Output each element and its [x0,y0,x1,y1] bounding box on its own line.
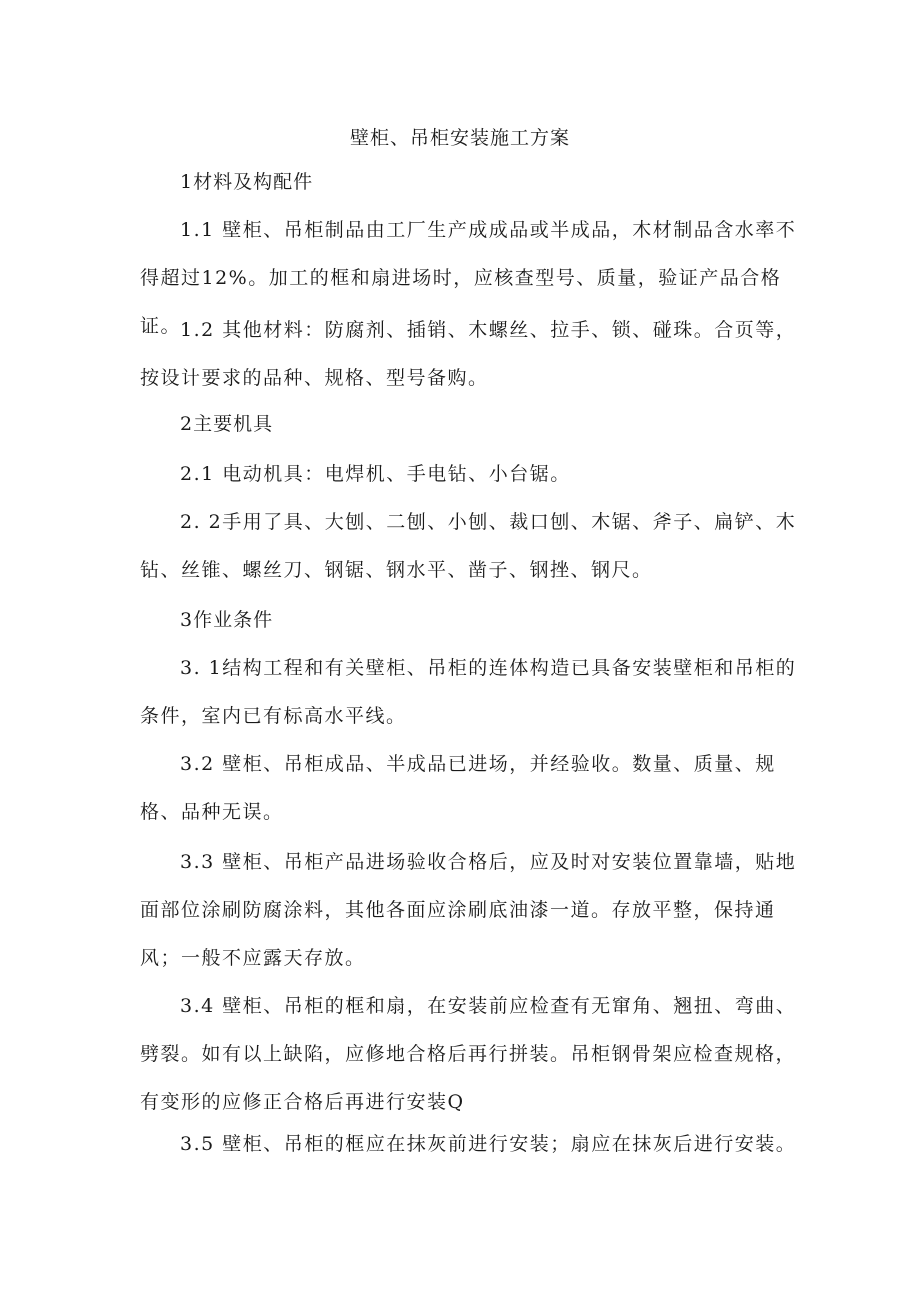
paragraph: 3.2 壁柜、吊柜成品、半成品已进场，并经验收。数量、质量、规格、品种无误。 [140,753,776,823]
section-heading: 2主要机具 [180,413,274,435]
paragraph: 1.2 其他材料：防腐剂、插销、木螺丝、拉手、锁、碰珠。合页等，按设计要求的品种、规格、型号备购。 [140,319,797,389]
paragraph: 1.1 壁柜、吊柜制品由工厂生产成成品或半成品，木材制品含水率不得超过12%。加工的框和扇进场时，应核查型号、质量，验证产品合格证。 [140,219,797,337]
document-title: 壁柜、吊柜安装施工方案 [349,127,570,149]
paragraph: 2.1 电动机具：电焊机、手电钻、小台锯。 [180,463,571,485]
paragraph: 3. 1结构工程和有关壁柜、吊柜的连体构造已具备安装壁柜和吊柜的条件，室内已有标高水平线。 [140,657,797,727]
paragraph: 3.4 壁柜、吊柜的框和扇，在安装前应检查有无窜角、翘扭、弯曲、劈裂。如有以上缺陷，应修地合格后再行拼装。吊柜钢骨架应检查规格，有变形的应修正合格后再进行安装Q [140,995,797,1113]
section-heading: 1材料及构配件 [180,171,314,193]
paragraph: 3.3 壁柜、吊柜产品进场验收合格后，应及时对安装位置靠墙，贴地面部位涂刷防腐涂料，其他各面应涂刷底油漆一道。存放平整，保持通风；一般不应露天存放。 [140,851,797,969]
section-heading: 3作业条件 [180,609,274,631]
paragraph: 3.5 壁柜、吊柜的框应在抹灰前进行安装；扇应在抹灰后进行安装。 [180,1133,797,1155]
paragraph: 2. 2手用了具、大刨、二刨、小刨、裁口刨、木锯、斧子、扁铲、木钻、丝锥、螺丝刀、钢锯、钢水平、凿子、钢挫、钢尺。 [140,511,797,581]
